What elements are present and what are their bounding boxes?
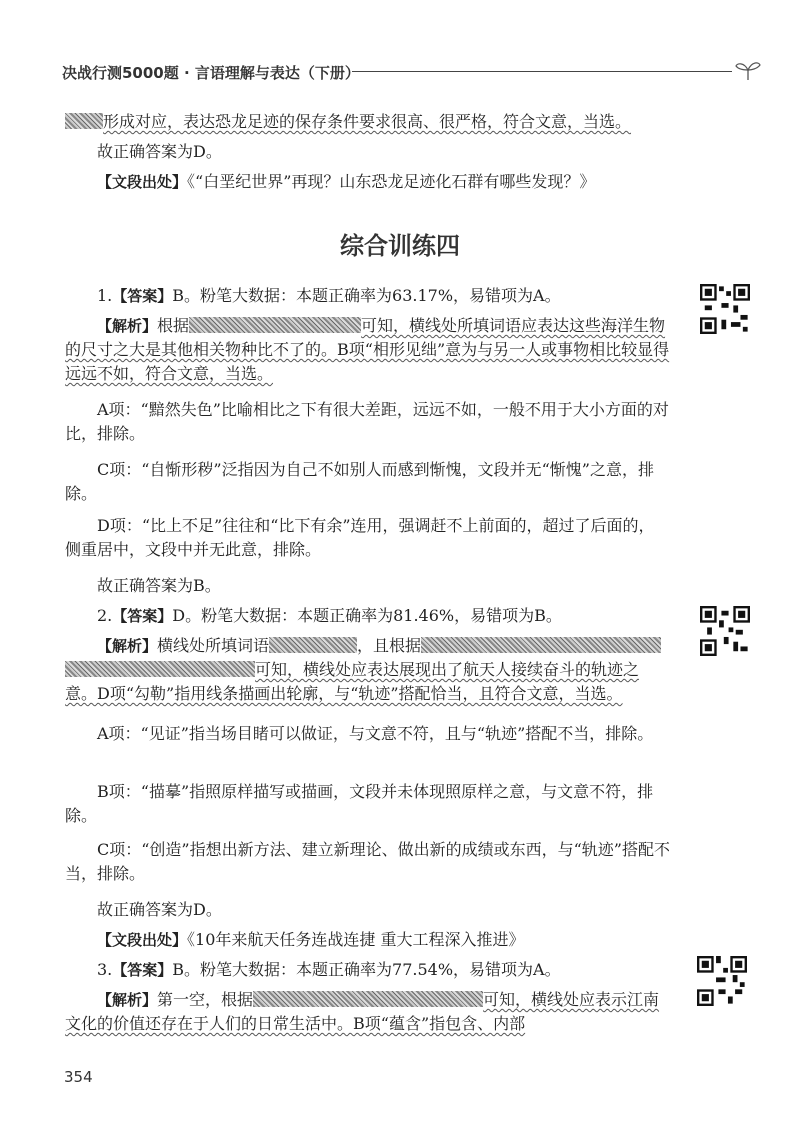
q2-option-b: B项：“描摹”指照原样描写或描画，文段并未体现照原样之意，与文意不符，排除。 bbox=[65, 782, 654, 825]
answer-tag: 【答案】 bbox=[112, 287, 173, 305]
source-text: 《“白垩纪世界”再现？山东恐龙足迹化石群有哪些发现？》 bbox=[187, 172, 596, 191]
q3-analysis-a: 第一空，根据 bbox=[157, 990, 254, 1009]
analysis-tag: 【解析】 bbox=[97, 317, 158, 335]
q2-analysis-c: 可知，横线处应表达展现出了航天人接续奋斗的轨迹之意。D项“勾勒”指用线条描画出轮廓，与“轨迹”搭配恰当，且符合文意，当选。 bbox=[65, 660, 640, 703]
q1-head-text: B。粉笔大数据：本题正确率为63.17%，易错项为A。 bbox=[172, 286, 561, 305]
top-answer: 故正确答案为D。 bbox=[97, 142, 222, 161]
running-header bbox=[62, 58, 762, 88]
q2-analysis-b: ，且根据 bbox=[357, 636, 422, 655]
page-number: 354 bbox=[64, 1068, 93, 1086]
qr-code-icon[interactable] bbox=[700, 606, 750, 656]
q2-analysis-a: 横线处所填词语 bbox=[157, 636, 270, 655]
header-rule bbox=[352, 71, 732, 72]
q2-head bbox=[65, 604, 670, 628]
q1-number: 1. bbox=[97, 286, 113, 305]
q3-head bbox=[65, 958, 670, 982]
q3-analysis-b: 可知，横线处应表示江南文化的价值还存在于人们的日常生活中。B项“蕴含”指包含、内部 bbox=[65, 990, 660, 1033]
q1-option-a: A项：“黯然失色”比喻相比之下有很大差距，远远不如，一般不用于大小方面的对比，排除。 bbox=[65, 400, 669, 443]
top-paragraph bbox=[65, 110, 670, 134]
answer-tag: 【答案】 bbox=[112, 961, 173, 979]
redacted-block bbox=[269, 637, 357, 653]
qr-code-icon[interactable] bbox=[697, 956, 747, 1006]
top-line1: 形成对应，表达恐龙足迹的保存条件要求很高、很严格，符合文意，当选。 bbox=[103, 112, 632, 131]
q2-head-text: D。粉笔大数据：本题正确率为81.46%，易错项为B。 bbox=[172, 606, 562, 625]
sprout-icon bbox=[734, 58, 762, 82]
source-tag: 【文段出处】 bbox=[97, 931, 188, 949]
q3-analysis bbox=[65, 988, 670, 1036]
q3-head-text: B。粉笔大数据：本题正确率为77.54%，易错项为A。 bbox=[172, 960, 561, 979]
q3-number: 3. bbox=[97, 960, 113, 979]
q2-analysis bbox=[65, 634, 670, 706]
q1-head bbox=[65, 284, 670, 308]
redacted-block bbox=[65, 661, 255, 677]
q2-answer: 故正确答案为D。 bbox=[97, 900, 222, 919]
q1-option-d: D项：“比上不足”往往和“比下有余”连用，强调赶不上前面的，超过了后面的，侧重居中，文段中并无此意，排除。 bbox=[65, 516, 655, 559]
section-title: 综合训练四 bbox=[340, 232, 460, 260]
q1-analysis-a: 根据 bbox=[157, 316, 190, 335]
top-source bbox=[65, 170, 670, 194]
q1-option-c: C项：“自惭形秽”泛指因为自己不如别人而感到惭愧，文段并无“惭愧”之意，排除。 bbox=[65, 460, 654, 503]
q1-analysis bbox=[65, 314, 670, 386]
header-title: 决战行测5000题 · 言语理解与表达（下册） bbox=[62, 64, 360, 82]
q1-analysis-b: 可知，横线处所填词语应表达这些海洋生物的尺寸之大是其他相关物种比不了的。B项“相形见绌”意为与另一人或事物相比较显得远远不如，符合文意，当选。 bbox=[65, 316, 670, 383]
answer-tag: 【答案】 bbox=[112, 607, 173, 625]
redacted-block bbox=[253, 991, 483, 1007]
redacted-block bbox=[189, 317, 361, 333]
q2-option-a: A项：“见证”指当场目睹可以做证，与文意不符，且与“轨迹”搭配不当，排除。 bbox=[97, 724, 654, 743]
source-text: 《10年来航天任务连战连捷 重大工程深入推进》 bbox=[187, 930, 525, 949]
q2-number: 2. bbox=[97, 606, 113, 625]
analysis-tag: 【解析】 bbox=[97, 637, 158, 655]
q1-answer: 故正确答案为B。 bbox=[97, 576, 221, 595]
qr-code-icon[interactable] bbox=[700, 284, 750, 334]
redacted-block bbox=[421, 637, 661, 653]
analysis-tag: 【解析】 bbox=[97, 991, 158, 1009]
redacted-block bbox=[65, 113, 103, 129]
q2-source bbox=[65, 928, 670, 952]
source-tag: 【文段出处】 bbox=[97, 173, 188, 191]
q2-option-c: C项：“创造”指想出新方法、建立新理论、做出新的成绩或东西，与“轨迹”搭配不当，排除。 bbox=[65, 840, 670, 883]
